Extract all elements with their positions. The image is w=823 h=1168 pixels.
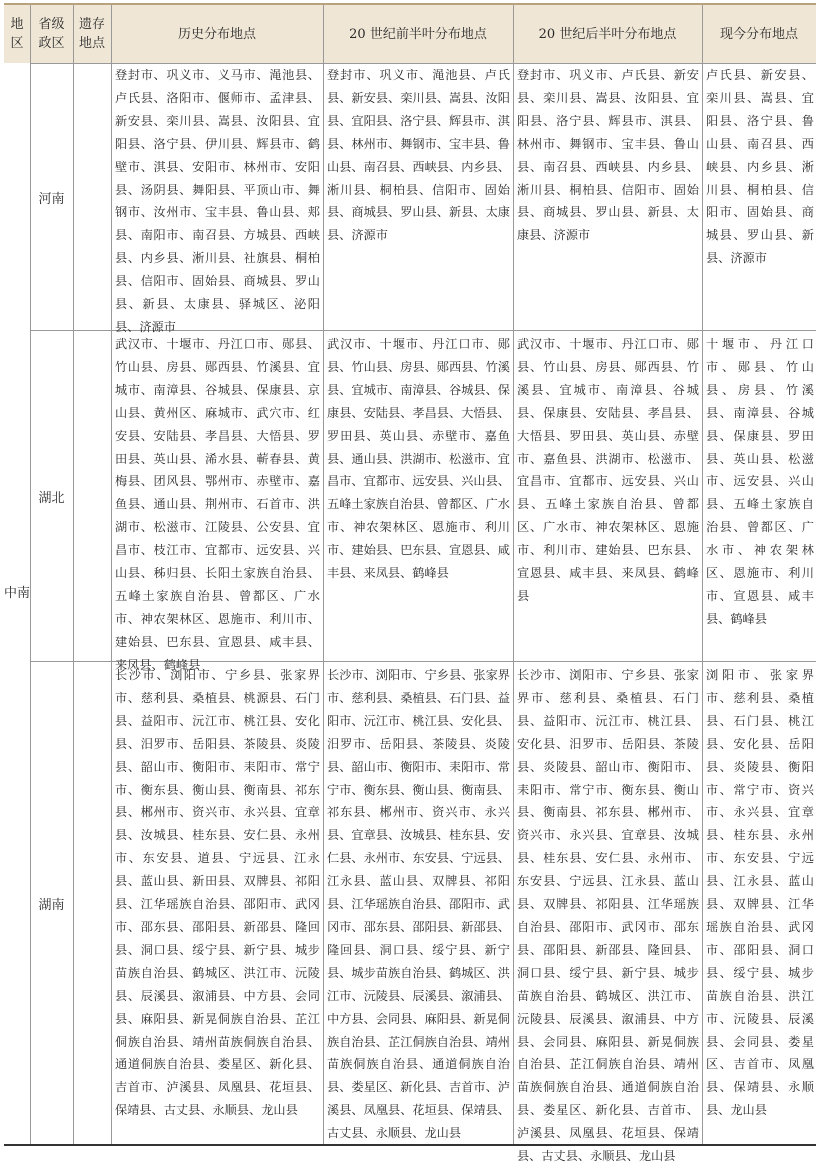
early-20th-cell: 武汉市、十堰市、丹江口市、郧县、竹山县、房县、郧西县、竹溪县、宜城市、南漳县、谷城县、保康县、安陆县、孝昌县、大悟县、罗田县、英山县、赤壁市、嘉鱼县、通山县、洪湖市、松滋市、宜昌市、宜都市、远安县、兴山县、五峰土家族自治县、曾都区、广水市、神农架林区、恩施市、利川市、建始县、巴东县、宣恩县、咸丰县、来凤县、鹤峰县 xyxy=(327,337,510,581)
late-20th-cell: 武汉市、十堰市、丹江口市、郧县、竹山县、房县、郧西县、竹溪县、宜城市、南漳县、谷城县、保康县、安陆县、孝昌县、大悟县、罗田县、英山县、赤壁市、嘉鱼县、洪湖市、松滋市、宜昌市、宜都市、远安县、兴山县、五峰土家族自治县、曾都区、广水市、神农架林区、恩施市、利川市、建始县、巴东县、宣恩县、咸丰县、来凤县、鹤峰县 xyxy=(517,337,699,603)
province-cell: 湖南 xyxy=(38,897,65,913)
early-20th-cell: 登封市、巩义市、渑池县、卢氏县、新安县、栾川县、嵩县、汝阳县、宜阳县、洛宁县、辉县市、淇县、林州市、舞钢市、宝丰县、鲁山县、南召县、西峡县、内乡县、淅川县、桐柏县、信阳市、固始县、商城县、罗山县、新县、太康县、济源市 xyxy=(327,68,510,243)
province-cell: 湖北 xyxy=(38,490,65,506)
grid-line xyxy=(513,5,514,1144)
header-province: 省级政区 xyxy=(38,17,65,51)
header-relic: 遗存地点 xyxy=(78,17,105,51)
late-20th-cell: 登封市、巩义市、卢氏县、新安县、栾川县、嵩县、汝阳县、宜阳县、洛宁县、辉县市、淇县、林州市、舞钢市、宝丰县、鲁山县、南召县、西峡县、内乡县、淅川县、桐柏县、信阳市、固始县、商城县、罗山县、新县、太康县、济源市 xyxy=(517,68,699,243)
historical-cell: 登封市、巩义市、义马市、渑池县、卢氏县、洛阳市、偃师市、孟津县、新安县、栾川县、嵩县、汝阳县、宜阳县、洛宁县、伊川县、辉县市、鹤壁市、淇县、安阳市、林州市、安阳县、汤阴县、舞阳县、平顶山市、舞钢市、汝州市、宝丰县、鲁山县、郏县、南阳市、南召县、方城县、西峡县、内乡县、淅川县、社旗县、桐柏县、信阳市、固始县、商城县、罗山县、新县、太康县、驿城区、泌阳县、济源市 xyxy=(115,68,320,334)
grid-line xyxy=(702,5,703,1144)
late-20th-cell: 长沙市、浏阳市、宁乡县、张家界市、慈利县、桑植县、石门县、益阳市、沅江市、桃江县、安化县、汨罗市、岳阳县、茶陵县、炎陵县、韶山市、衡阳市、耒阳市、常宁市、衡东县、衡山县、衡南县、祁东县、郴州市、资兴市、永兴县、宜章县、汝城县、桂东县、安仁县、永州市、东安县、宁远县、江永县、蓝山县、双牌县、祁阳县、江华瑶族自治县、邵阳市、武冈市、邵东县、邵阳县、新邵县、隆回县、洞口县、绥宁县、新宁县、城步苗族自治县、鹤城区、洪江市、沅陵县、辰溪县、溆浦县、中方县、会同县、麻阳县、新晃侗族自治县、芷江侗族自治县、靖州苗族侗族自治县、通道侗族自治县、娄星区、新化县、吉首市、泸溪县、凤凰县、花垣县、保靖县、古丈县、永顺县、龙山县 xyxy=(517,668,699,1164)
header-present: 现今分布地点 xyxy=(719,26,798,42)
present-cell: 十堰市、丹江口市、郧县、竹山县、房县、竹溪县、南漳县、谷城县、保康县、罗田县、英山县、松滋市、远安县、兴山县、五峰土家族自治县、曾都区、广水市、神农架林区、恩施市、利川市、宣恩县、咸丰县、鹤峰县 xyxy=(706,337,814,626)
historical-cell: 武汉市、十堰市、丹江口市、郧县、竹山县、房县、郧西县、竹溪县、宜城市、南漳县、谷城县、保康县、京山县、黄州区、麻城市、武穴市、红安县、安陆县、孝昌县、大悟县、罗田县、英山县、浠水县、蕲春县、黄梅县、团风县、鄂州市、赤壁市、嘉鱼县、通山县、荆州市、石首市、洪湖市、松滋市、江陵县、公安县、宜昌市、枝江市、宜都市、远安县、兴山县、秭归县、长阳土家族自治县、五峰土家族自治县、曾都区、广水市、神农架林区、恩施市、利川市、建始县、巴东县、宣恩县、咸丰县、来凤县、鹤峰县 xyxy=(115,337,320,672)
grid-line xyxy=(73,5,74,1144)
grid-line xyxy=(323,5,324,1144)
present-cell: 卢氏县、新安县、栾川县、嵩县、宜阳县、洛宁县、鲁山县、南召县、西峡县、内乡县、淅川县、桐柏县、信阳市、固始县、商城县、罗山县、新县、济源市 xyxy=(706,68,814,266)
header-early-20th: 20 世纪前半叶分布地点 xyxy=(349,26,487,42)
table-bottom-rule xyxy=(4,1144,816,1146)
historical-cell: 长沙市、浏阳市、宁乡县、张家界市、慈利县、桑植县、桃源县、石门县、益阳市、沅江市、桃江县、安化县、汨罗市、岳阳县、茶陵县、炎陵县、韶山市、衡阳市、耒阳市、常宁市、衡东县、衡山县、衡南县、祁东县、郴州市、资兴市、永兴县、宜章县、汝城县、桂东县、安仁县、永州市、东安县、道县、宁远县、江永县、蓝山县、新田县、双牌县、祁阳县、江华瑶族自治县、邵阳市、武冈市、邵东县、邵阳县、新邵县、隆回县、洞口县、绥宁县、新宁县、城步苗族自治县、鹤城区、洪江市、沅陵县、辰溪县、溆浦县、中方县、会同县、麻阳县、新晃侗族自治县、芷江侗族自治县、靖州苗族侗族自治县、通道侗族自治县、娄星区、新化县、吉首市、泸溪县、凤凰县、花垣县、保靖县、古丈县、永顺县、龙山县 xyxy=(115,668,320,1118)
region-label: 中南 xyxy=(4,586,31,601)
province-cell: 河南 xyxy=(38,191,65,207)
table-header xyxy=(4,5,816,63)
header-late-20th: 20 世纪后半叶分布地点 xyxy=(538,26,677,42)
header-historical: 历史分布地点 xyxy=(177,26,256,42)
grid-line xyxy=(111,5,112,1144)
header-region: 地区 xyxy=(10,17,24,51)
present-cell: 浏阳市、张家界市、慈利县、桑植县、石门县、桃江县、安化县、岳阳县、炎陵县、衡阳市、常宁市、资兴市、永兴县、宜章县、桂东县、永州市、东安县、宁远县、江永县、蓝山县、双牌县、江华瑶族自治县、武冈市、邵阳县、洞口县、绥宁县、城步苗族自治县、洪江市、沅陵县、辰溪县、会同县、娄星区、吉首市、凤凰县、保靖县、永顺县、龙山县 xyxy=(706,668,814,1118)
early-20th-cell: 长沙市、浏阳市、宁乡县、张家界市、慈利县、桑植县、石门县、益阳市、沅江市、桃江县、安化县、汨罗市、岳阳县、茶陵县、炎陵县、韶山市、衡阳市、耒阳市、常宁市、衡东县、衡山县、衡南县、祁东县、郴州市、资兴市、永兴县、宜章县、汝城县、桂东县、安仁县、永州市、东安县、宁远县、江永县、蓝山县、双牌县、祁阳县、江华瑶族自治县、邵阳市、武冈市、邵东县、邵阳县、新邵县、隆回县、洞口县、绥宁县、新宁县、城步苗族自治县、鹤城区、洪江市、沅陵县、辰溪县、溆浦县、中方县、会同县、麻阳县、新晃侗族自治县、芷江侗族自治县、靖州苗族侗族自治县、通道侗族自治县、娄星区、新化县、吉首市、泸溪县、凤凰县、花垣县、保靖县、古丈县、永顺县、龙山县 xyxy=(327,668,510,1141)
